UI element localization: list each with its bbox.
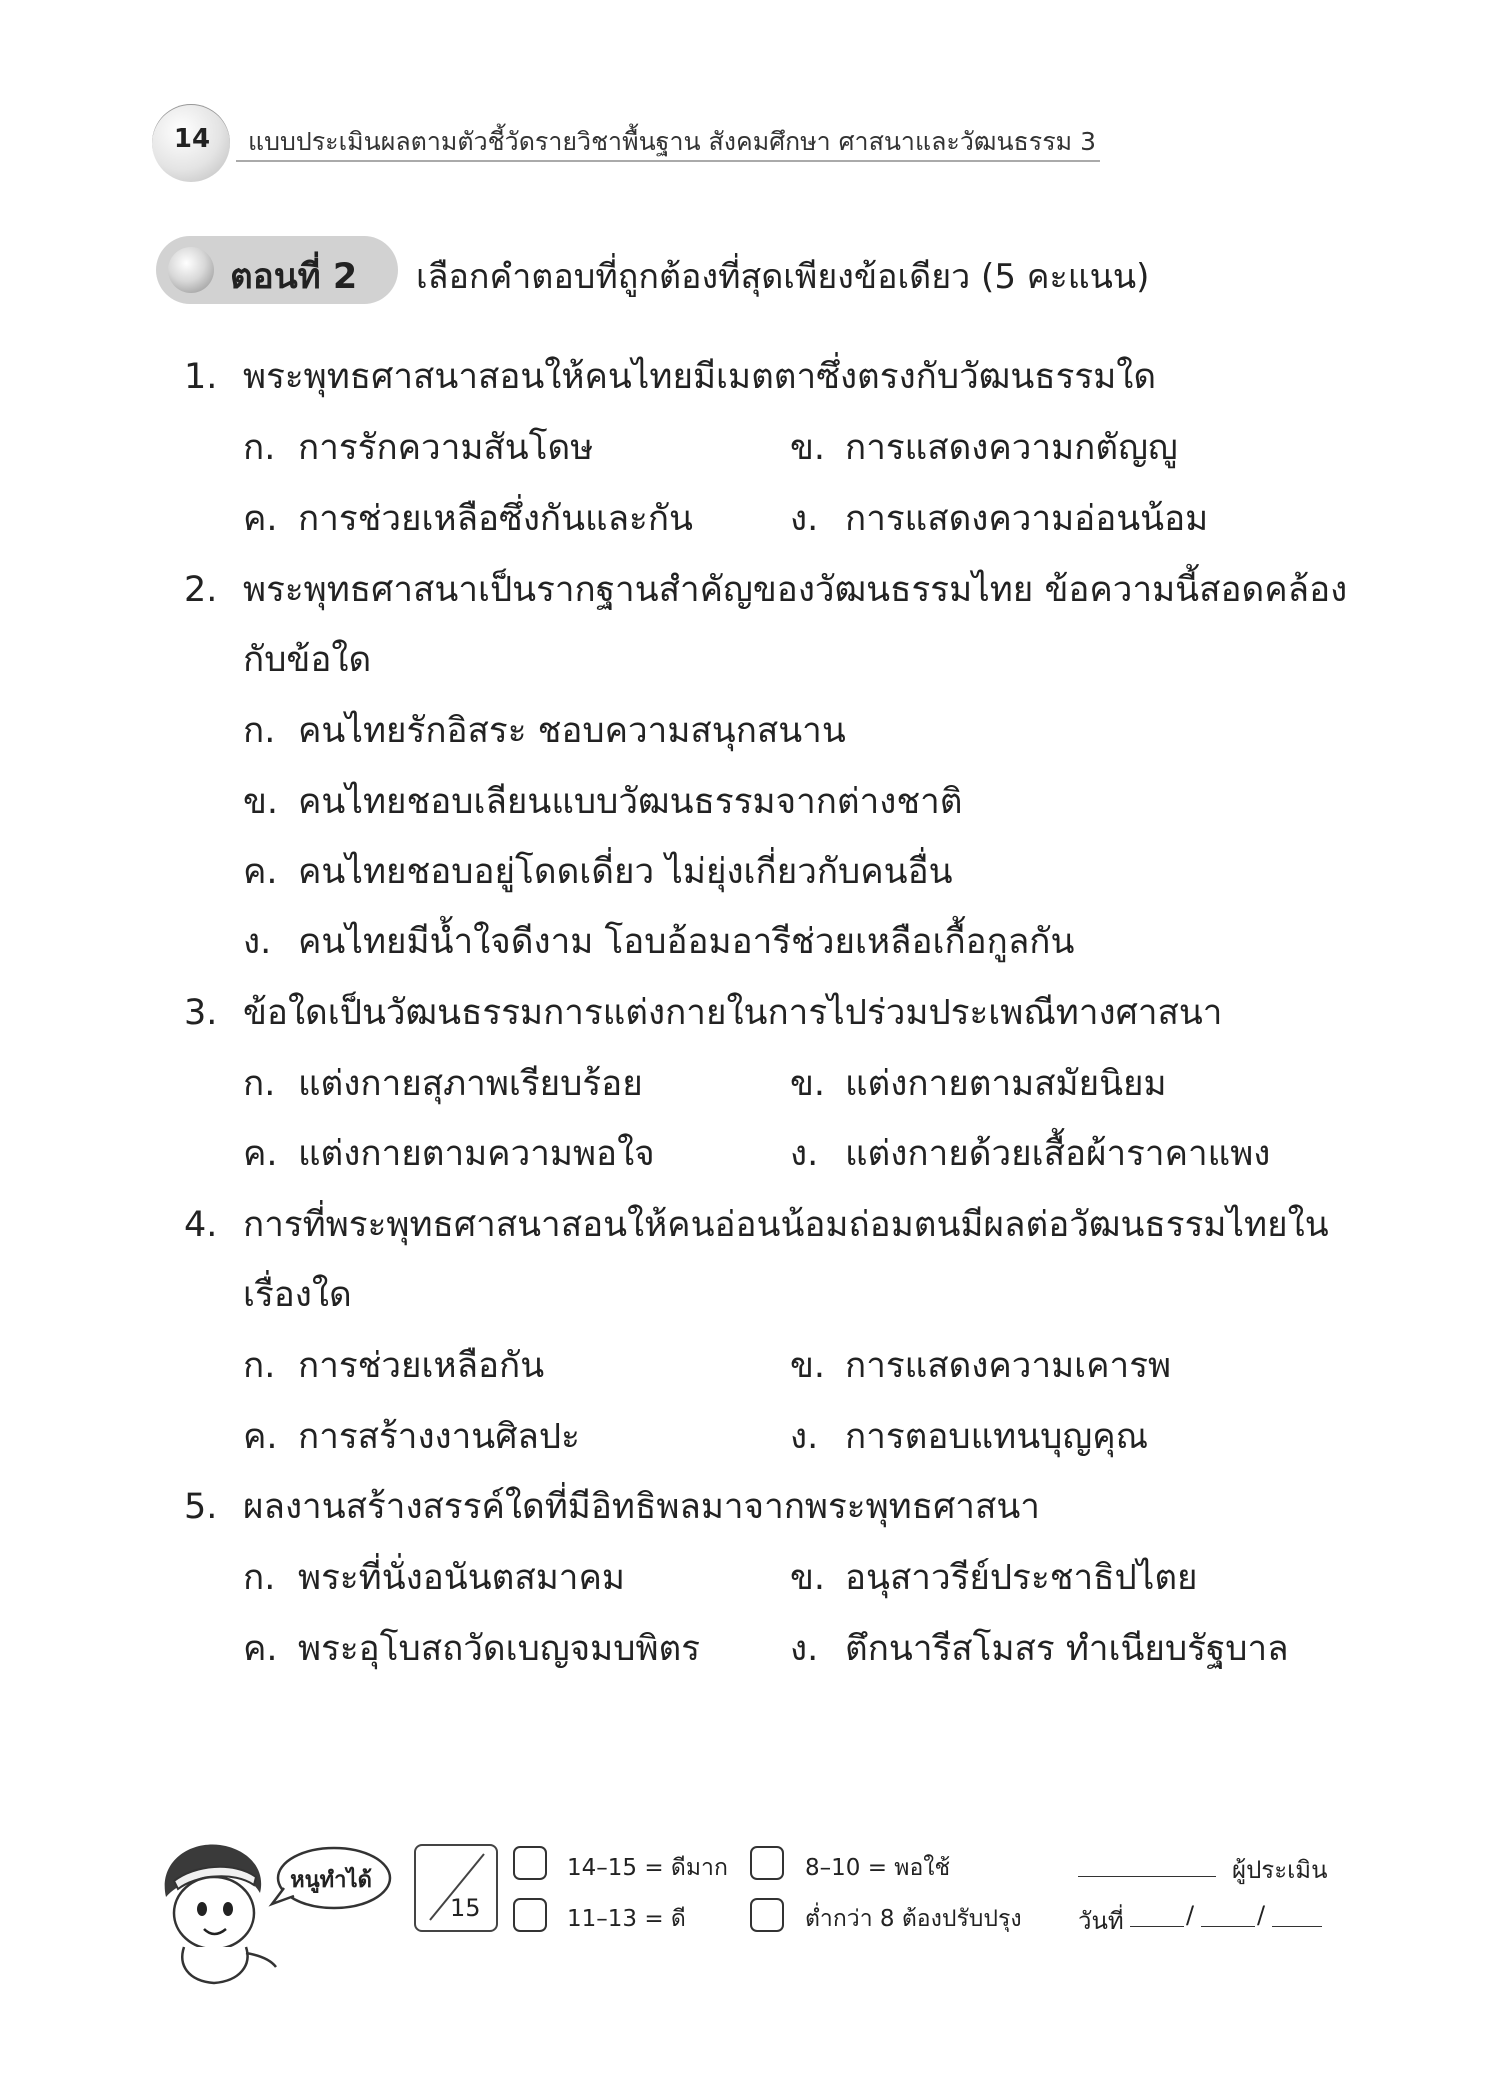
- option-label: ค.: [243, 1629, 278, 1669]
- question-text: ผลงานสร้างสรรค์ใดที่มีอิทธิพลมาจากพระพุทธศาสนา: [243, 1487, 1040, 1527]
- option-label: ค.: [243, 1417, 278, 1457]
- option-text: การสร้างงานศิลปะ: [298, 1417, 580, 1457]
- date-year-blank[interactable]: [1272, 1926, 1322, 1927]
- option-text: แต่งกายตามสมัยนิยม: [845, 1064, 1167, 1104]
- option-text: แต่งกายตามความพอใจ: [298, 1134, 655, 1174]
- rating-checkbox-excellent[interactable]: [513, 1846, 547, 1880]
- section-instruction: เลือกคำตอบที่ถูกต้องที่สุดเพียงข้อเดียว (5 คะแนน): [416, 257, 1150, 297]
- bubble-text: หนูทำได้: [290, 1868, 372, 1893]
- header-divider: [236, 160, 1100, 162]
- evaluator-blank[interactable]: [1078, 1876, 1216, 1877]
- option-label: ง.: [243, 922, 272, 962]
- rating-label-good: 11–13 = ดี: [567, 1906, 686, 1932]
- question-text-continued: กับข้อใด: [243, 640, 372, 680]
- option-label: ค.: [243, 1134, 278, 1174]
- option-label: ค.: [243, 852, 278, 892]
- option-text: แต่งกายด้วยเสื้อผ้าราคาแพง: [845, 1134, 1271, 1174]
- question-number: 5.: [184, 1487, 218, 1527]
- option-label: ข.: [790, 428, 826, 468]
- date-month-blank[interactable]: [1201, 1926, 1255, 1927]
- option-text: คนไทยชอบอยู่โดดเดี่ยว ไม่ยุ่งเกี่ยวกับคนอื่น: [298, 852, 953, 892]
- rating-checkbox-fair[interactable]: [750, 1846, 784, 1880]
- question-text: ข้อใดเป็นวัฒนธรรมการแต่งกายในการไปร่วมประเพณีทางศาสนา: [243, 993, 1223, 1033]
- date-separator: /: [1257, 1901, 1266, 1929]
- question-number: 1.: [184, 357, 218, 397]
- option-text: การตอบแทนบุญคุณ: [845, 1417, 1149, 1457]
- question-text-continued: เรื่องใด: [243, 1275, 352, 1315]
- date-separator: /: [1186, 1901, 1195, 1929]
- option-text: การรักความสันโดษ: [298, 428, 594, 468]
- option-text: ตึกนารีสโมสร ทำเนียบรัฐบาล: [845, 1629, 1289, 1669]
- rating-label-improve: ต่ำกว่า 8 ต้องปรับปรุง: [805, 1906, 1022, 1932]
- option-label: ก.: [243, 1064, 276, 1104]
- rating-label-fair: 8–10 = พอใช้: [805, 1855, 951, 1881]
- option-label: ก.: [243, 428, 276, 468]
- option-label: ง.: [790, 1629, 819, 1669]
- option-text: คนไทยรักอิสระ ชอบความสนุกสนาน: [298, 711, 846, 751]
- option-label: ข.: [243, 782, 279, 822]
- question-number: 2.: [184, 570, 218, 610]
- rating-checkbox-improve[interactable]: [750, 1898, 784, 1932]
- date-label: วันที่: [1078, 1907, 1124, 1935]
- rating-label-excellent: 14–15 = ดีมาก: [567, 1855, 728, 1881]
- question-text: พระพุทธศาสนาสอนให้คนไทยมีเมตตาซึ่งตรงกับวัฒนธรรมใด: [243, 357, 1157, 397]
- option-text: แต่งกายสุภาพเรียบร้อย: [298, 1064, 643, 1104]
- option-label: ข.: [790, 1558, 826, 1598]
- score-max: 15: [450, 1894, 481, 1922]
- option-label: ก.: [243, 711, 276, 751]
- option-text: พระอุโบสถวัดเบญจมบพิตร: [298, 1629, 701, 1669]
- option-text: คนไทยมีน้ำใจดีงาม โอบอ้อมอารีช่วยเหลือเกื้อกูลกัน: [298, 922, 1075, 962]
- option-text: การช่วยเหลือกัน: [298, 1346, 545, 1386]
- bullet-circle-icon: [168, 247, 214, 293]
- option-text: การแสดงความเคารพ: [845, 1346, 1172, 1386]
- rating-checkbox-good[interactable]: [513, 1898, 547, 1932]
- option-text: การแสดงความอ่อนน้อม: [845, 499, 1209, 539]
- child-cartoon-icon: [148, 1835, 278, 1985]
- option-label: ข.: [790, 1346, 826, 1386]
- running-header-title: แบบประเมินผลตามตัวชี้วัดรายวิชาพื้นฐาน สังคมศึกษา ศาสนาและวัฒนธรรม 3: [248, 127, 1096, 156]
- option-label: ก.: [243, 1558, 276, 1598]
- option-label: ง.: [790, 1417, 819, 1457]
- option-label: ก.: [243, 1346, 276, 1386]
- question-text: พระพุทธศาสนาเป็นรากฐานสำคัญของวัฒนธรรมไทย ข้อความนี้สอดคล้อง: [243, 570, 1348, 610]
- date-day-blank[interactable]: [1130, 1926, 1184, 1927]
- option-label: ข.: [790, 1064, 826, 1104]
- option-text: การช่วยเหลือซึ่งกันและกัน: [298, 499, 693, 539]
- page-number: 14: [173, 124, 211, 154]
- section-label: ตอนที่ 2: [230, 257, 358, 297]
- option-label: ค.: [243, 499, 278, 539]
- question-number: 3.: [184, 993, 218, 1033]
- question-number: 4.: [184, 1205, 218, 1245]
- option-label: ง.: [790, 1134, 819, 1174]
- question-text: การที่พระพุทธศาสนาสอนให้คนอ่อนน้อมถ่อมตนมีผลต่อวัฒนธรรมไทยใน: [243, 1205, 1329, 1245]
- option-text: การแสดงความกตัญญู: [845, 428, 1178, 468]
- option-text: คนไทยชอบเลียนแบบวัฒนธรรมจากต่างชาติ: [298, 782, 963, 822]
- evaluator-label: ผู้ประเมิน: [1232, 1856, 1328, 1884]
- option-text: พระที่นั่งอนันตสมาคม: [298, 1558, 625, 1598]
- option-label: ง.: [790, 499, 819, 539]
- option-text: อนุสาวรีย์ประชาธิปไตย: [845, 1558, 1198, 1598]
